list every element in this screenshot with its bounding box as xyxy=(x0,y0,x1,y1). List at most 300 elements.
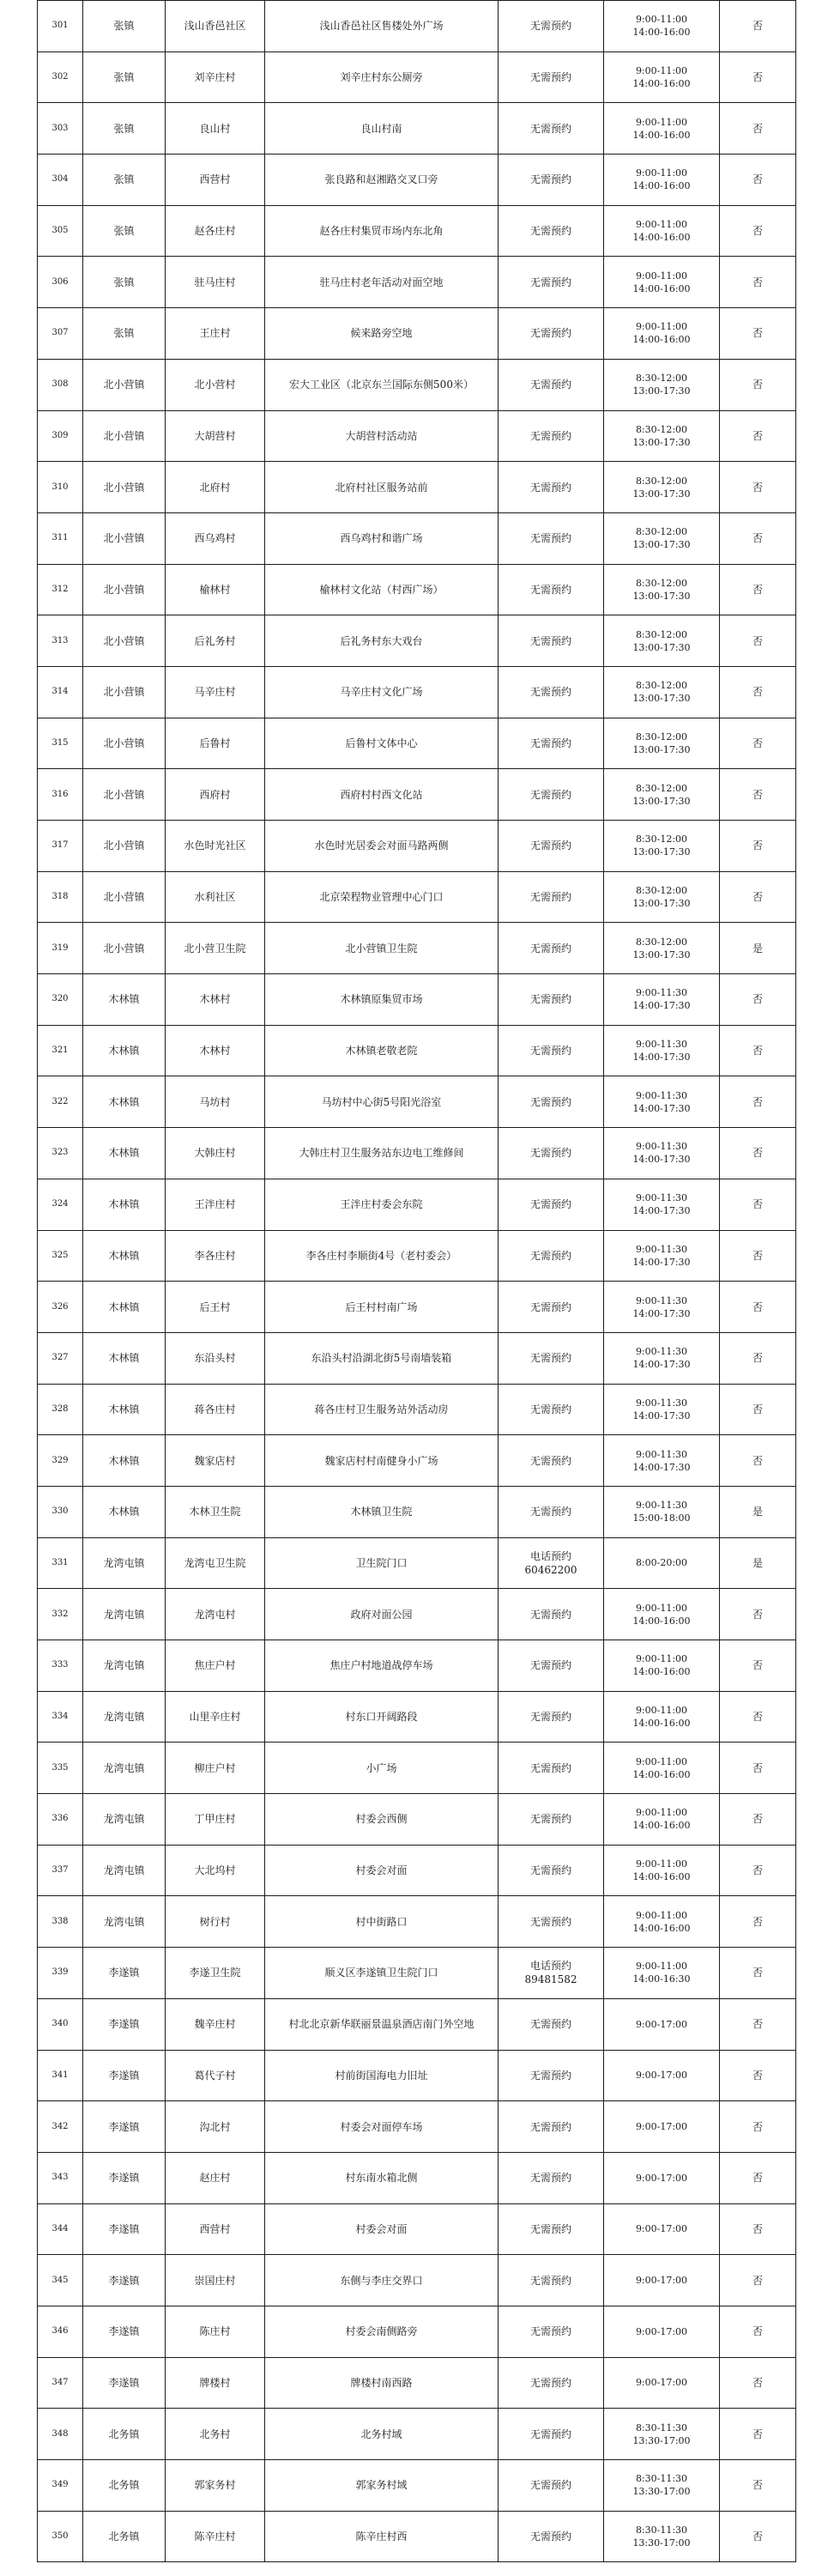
booking-cell: 无需预约 xyxy=(499,666,604,718)
flag-cell: 否 xyxy=(720,1435,796,1487)
hours-cell xyxy=(604,462,720,513)
location-cell: 郭家务村域 xyxy=(265,2460,499,2512)
hours-cell xyxy=(604,2409,720,2460)
booking-cell: 无需预约 xyxy=(499,1025,604,1076)
hours-cell xyxy=(604,1743,720,1794)
flag-cell: 否 xyxy=(720,2306,796,2357)
hours-line: 13:00-17:30 xyxy=(632,590,691,602)
hours-line: 9:00-17:00 xyxy=(635,2377,688,2389)
location-cell: 村前街国海电力旧址 xyxy=(265,2050,499,2101)
row-number-cell: 349 xyxy=(38,2460,83,2512)
town-cell: 龙湾屯镇 xyxy=(83,1794,166,1846)
flag-cell: 否 xyxy=(720,769,796,821)
row-number-cell: 319 xyxy=(38,923,83,974)
town-cell: 木林镇 xyxy=(83,1435,166,1487)
hours-cell xyxy=(604,1128,720,1179)
booking-cell: 无需预约 xyxy=(499,257,604,308)
hours-cell xyxy=(604,257,720,308)
location-cell: 陈辛庄村西 xyxy=(265,2511,499,2562)
site-name-cell: 木林村 xyxy=(166,974,265,1026)
row-number-cell: 315 xyxy=(38,718,83,769)
row-number-cell: 340 xyxy=(38,1998,83,2050)
table-row xyxy=(38,512,796,564)
flag-cell: 否 xyxy=(720,1384,796,1435)
booking-cell: 无需预约 xyxy=(499,52,604,103)
flag-cell: 否 xyxy=(720,155,796,206)
location-cell: 后礼务村东大戏台 xyxy=(265,615,499,667)
table-row xyxy=(38,615,796,667)
flag-cell: 否 xyxy=(720,718,796,769)
flag-cell: 否 xyxy=(720,1179,796,1230)
hours-line: 14:00-17:30 xyxy=(632,1205,691,1217)
site-name-cell: 崇国庄村 xyxy=(166,2255,265,2306)
hours-cell xyxy=(604,410,720,462)
row-number-cell: 302 xyxy=(38,52,83,103)
table-row xyxy=(38,1589,796,1640)
site-name-cell: 赵庄村 xyxy=(166,2152,265,2203)
table-row xyxy=(38,2306,796,2357)
table-row xyxy=(38,1486,796,1537)
booking-cell: 电话预约 60462200 xyxy=(499,1537,604,1589)
hours-line: 14:00-17:30 xyxy=(632,1154,691,1166)
hours-line: 8:30-12:00 xyxy=(635,373,688,385)
hours-line: 14:00-16:00 xyxy=(632,282,691,294)
hours-line: 8:30-12:00 xyxy=(635,730,688,742)
town-cell: 张镇 xyxy=(83,103,166,155)
hours-cell xyxy=(604,564,720,615)
hours-line: 14:00-17:30 xyxy=(632,1000,691,1012)
booking-cell: 无需预约 xyxy=(499,462,604,513)
row-number-cell: 318 xyxy=(38,871,83,923)
location-cell: 宏大工业区（北京东兰国际东侧500米） xyxy=(265,359,499,410)
site-name-cell: 郭家务村 xyxy=(166,2460,265,2512)
hours-cell xyxy=(604,2306,720,2357)
site-name-cell: 李遂卫生院 xyxy=(166,1948,265,1999)
location-cell: 后鲁村文体中心 xyxy=(265,718,499,769)
hours-cell xyxy=(604,1640,720,1692)
location-cell: 村北北京新华联丽景温泉酒店南门外空地 xyxy=(265,1998,499,2050)
location-cell: 木林镇老敬老院 xyxy=(265,1025,499,1076)
hours-cell xyxy=(604,1589,720,1640)
location-cell: 顺义区李遂镇卫生院门口 xyxy=(265,1948,499,1999)
hours-line: 15:00-18:00 xyxy=(632,1512,691,1524)
location-cell: 牌楼村南西路 xyxy=(265,2357,499,2409)
hours-cell xyxy=(604,718,720,769)
hours-line: 8:30-12:00 xyxy=(635,782,688,794)
booking-cell: 无需预约 xyxy=(499,2152,604,2203)
flag-cell: 否 xyxy=(720,1025,796,1076)
flag-cell: 否 xyxy=(720,974,796,1026)
hours-line: 8:30-12:00 xyxy=(635,577,688,589)
table-row xyxy=(38,1230,796,1282)
hours-line: 13:00-17:30 xyxy=(632,949,691,961)
town-cell: 木林镇 xyxy=(83,1230,166,1282)
town-cell: 张镇 xyxy=(83,1,166,52)
hours-cell xyxy=(604,666,720,718)
site-name-cell: 李各庄村 xyxy=(166,1230,265,1282)
hours-line: 9:00-11:00 xyxy=(635,1755,688,1767)
row-number-cell: 309 xyxy=(38,410,83,462)
site-name-cell: 北小营村 xyxy=(166,359,265,410)
hours-line: 9:00-11:00 xyxy=(635,1909,688,1921)
hours-line: 13:30-17:00 xyxy=(632,2486,691,2498)
row-number-cell: 308 xyxy=(38,359,83,410)
town-cell: 木林镇 xyxy=(83,1332,166,1384)
row-number-cell: 314 xyxy=(38,666,83,718)
row-number-cell: 338 xyxy=(38,1896,83,1948)
hours-cell xyxy=(604,923,720,974)
row-number-cell: 335 xyxy=(38,1743,83,1794)
booking-cell: 无需预约 xyxy=(499,821,604,872)
site-name-cell: 水色时光社区 xyxy=(166,821,265,872)
hours-cell xyxy=(604,2152,720,2203)
hours-line: 14:00-17:30 xyxy=(632,1307,691,1319)
flag-cell: 否 xyxy=(720,2255,796,2306)
hours-line: 14:00-16:00 xyxy=(632,1871,691,1883)
table-row xyxy=(38,923,796,974)
hours-line: 13:00-17:30 xyxy=(632,795,691,807)
hours-line: 8:30-12:00 xyxy=(635,885,688,897)
table-row xyxy=(38,1,796,52)
location-cell: 东侧与李庄交界口 xyxy=(265,2255,499,2306)
booking-cell: 无需预约 xyxy=(499,974,604,1026)
hours-line: 9:00-17:00 xyxy=(635,2018,688,2030)
hours-cell xyxy=(604,155,720,206)
site-name-cell: 水利社区 xyxy=(166,871,265,923)
flag-cell: 否 xyxy=(720,1794,796,1846)
hours-line: 9:00-11:30 xyxy=(635,1294,688,1306)
town-cell: 龙湾屯镇 xyxy=(83,1896,166,1948)
hours-line: 9:00-11:30 xyxy=(635,1192,688,1204)
site-name-cell: 大北坞村 xyxy=(166,1845,265,1896)
row-number-cell: 350 xyxy=(38,2511,83,2562)
flag-cell: 否 xyxy=(720,1076,796,1128)
site-name-cell: 西乌鸡村 xyxy=(166,512,265,564)
hours-cell xyxy=(604,871,720,923)
hours-line: 14:00-16:00 xyxy=(632,129,691,141)
site-name-cell: 良山村 xyxy=(166,103,265,155)
hours-line: 8:00-20:00 xyxy=(635,1557,688,1569)
town-cell: 李遂镇 xyxy=(83,2203,166,2255)
town-cell: 李遂镇 xyxy=(83,2050,166,2101)
location-cell: 焦庄户村地道战停车场 xyxy=(265,1640,499,1692)
hours-line: 9:00-11:30 xyxy=(635,1397,688,1409)
booking-cell: 无需预约 xyxy=(499,2357,604,2409)
location-cell: 北务村域 xyxy=(265,2409,499,2460)
hours-line: 8:30-11:30 xyxy=(635,2421,688,2434)
hours-line: 9:00-11:00 xyxy=(635,321,688,333)
town-cell: 北小营镇 xyxy=(83,769,166,821)
hours-cell xyxy=(604,2101,720,2153)
table-row xyxy=(38,359,796,410)
table-row xyxy=(38,1794,796,1846)
flag-cell: 否 xyxy=(720,2460,796,2512)
row-number-cell: 326 xyxy=(38,1282,83,1333)
location-cell: 刘辛庄村东公厕旁 xyxy=(265,52,499,103)
flag-cell: 否 xyxy=(720,2357,796,2409)
flag-cell: 否 xyxy=(720,512,796,564)
hours-cell xyxy=(604,1,720,52)
town-cell: 木林镇 xyxy=(83,1128,166,1179)
hours-cell xyxy=(604,1076,720,1128)
hours-line: 13:30-17:00 xyxy=(632,2434,691,2446)
location-cell: 张良路和赵湘路交叉口旁 xyxy=(265,155,499,206)
hours-line: 14:00-16:00 xyxy=(632,1768,691,1780)
hours-line: 9:00-11:00 xyxy=(635,219,688,231)
row-number-cell: 303 xyxy=(38,103,83,155)
booking-cell: 无需预约 xyxy=(499,1128,604,1179)
hours-cell xyxy=(604,1230,720,1282)
row-number-cell: 317 xyxy=(38,821,83,872)
site-name-cell: 陈庄村 xyxy=(166,2306,265,2357)
table-row xyxy=(38,205,796,257)
hours-line: 9:00-11:00 xyxy=(635,65,688,77)
hours-cell xyxy=(604,821,720,872)
town-cell: 李遂镇 xyxy=(83,2101,166,2153)
booking-cell: 无需预约 xyxy=(499,2050,604,2101)
hours-cell xyxy=(604,615,720,667)
flag-cell: 否 xyxy=(720,1743,796,1794)
table-row xyxy=(38,1896,796,1948)
town-cell: 木林镇 xyxy=(83,974,166,1026)
row-number-cell: 328 xyxy=(38,1384,83,1435)
flag-cell: 否 xyxy=(720,564,796,615)
row-number-cell: 348 xyxy=(38,2409,83,2460)
location-cell: 大韩庄村卫生服务站东边电工维修间 xyxy=(265,1128,499,1179)
testing-sites-table xyxy=(37,0,796,2562)
hours-cell xyxy=(604,512,720,564)
table-row xyxy=(38,1537,796,1589)
hours-line: 14:00-16:00 xyxy=(632,1666,691,1678)
hours-line: 9:00-11:00 xyxy=(635,14,688,26)
row-number-cell: 336 xyxy=(38,1794,83,1846)
location-cell: 王泮庄村委会东院 xyxy=(265,1179,499,1230)
hours-line: 13:00-17:30 xyxy=(632,539,691,551)
site-name-cell: 木林村 xyxy=(166,1025,265,1076)
location-cell: 马坊村中心街5号阳光浴室 xyxy=(265,1076,499,1128)
table-row xyxy=(38,308,796,360)
row-number-cell: 333 xyxy=(38,1640,83,1692)
hours-line: 13:00-17:30 xyxy=(632,743,691,755)
location-cell: 北京荣程物业管理中心门口 xyxy=(265,871,499,923)
site-name-cell: 王庄村 xyxy=(166,308,265,360)
table-row xyxy=(38,2203,796,2255)
location-cell: 西乌鸡村和谐广场 xyxy=(265,512,499,564)
site-name-cell: 西府村 xyxy=(166,769,265,821)
table-row xyxy=(38,2409,796,2460)
town-cell: 李遂镇 xyxy=(83,1998,166,2050)
town-cell: 李遂镇 xyxy=(83,2306,166,2357)
town-cell: 北小营镇 xyxy=(83,462,166,513)
table-row xyxy=(38,1743,796,1794)
hours-line: 9:00-11:30 xyxy=(635,1039,688,1051)
flag-cell: 是 xyxy=(720,1486,796,1537)
table-row xyxy=(38,1948,796,1999)
flag-cell: 否 xyxy=(720,410,796,462)
location-cell: 榆林村文化站（村西广场） xyxy=(265,564,499,615)
row-number-cell: 311 xyxy=(38,512,83,564)
booking-cell: 无需预约 xyxy=(499,1,604,52)
hours-cell xyxy=(604,2511,720,2562)
table-row xyxy=(38,2101,796,2153)
booking-cell: 无需预约 xyxy=(499,2306,604,2357)
flag-cell: 否 xyxy=(720,1948,796,1999)
row-number-cell: 346 xyxy=(38,2306,83,2357)
booking-cell: 无需预约 xyxy=(499,1640,604,1692)
table-body xyxy=(38,1,796,2562)
hours-line: 9:00-11:30 xyxy=(635,1243,688,1255)
location-cell: 村委会对面 xyxy=(265,1845,499,1896)
location-cell: 北府村社区服务站前 xyxy=(265,462,499,513)
flag-cell: 否 xyxy=(720,821,796,872)
row-number-cell: 322 xyxy=(38,1076,83,1128)
hours-cell xyxy=(604,1486,720,1537)
hours-cell xyxy=(604,308,720,360)
flag-cell: 否 xyxy=(720,103,796,155)
town-cell: 北小营镇 xyxy=(83,923,166,974)
flag-cell: 否 xyxy=(720,462,796,513)
table-row xyxy=(38,103,796,155)
table-row xyxy=(38,821,796,872)
hours-line: 13:00-17:30 xyxy=(632,436,691,448)
hours-line: 9:00-11:00 xyxy=(635,1653,688,1665)
table-row xyxy=(38,1179,796,1230)
hours-line: 14:00-16:00 xyxy=(632,232,691,244)
hours-line: 14:00-16:00 xyxy=(632,1718,691,1730)
town-cell: 张镇 xyxy=(83,52,166,103)
town-cell: 龙湾屯镇 xyxy=(83,1589,166,1640)
table-row xyxy=(38,718,796,769)
site-name-cell: 树行村 xyxy=(166,1896,265,1948)
table-row xyxy=(38,257,796,308)
booking-cell: 无需预约 xyxy=(499,410,604,462)
row-number-cell: 331 xyxy=(38,1537,83,1589)
hours-line: 9:00-17:00 xyxy=(635,2325,688,2337)
booking-cell: 无需预约 xyxy=(499,1691,604,1743)
site-name-cell: 浅山香邑社区 xyxy=(166,1,265,52)
hours-line: 9:00-11:30 xyxy=(635,1500,688,1512)
site-name-cell: 榆林村 xyxy=(166,564,265,615)
hours-cell xyxy=(604,1896,720,1948)
hours-line: 9:00-11:30 xyxy=(635,1346,688,1358)
hours-line: 14:00-16:00 xyxy=(632,27,691,39)
hours-line: 8:30-12:00 xyxy=(635,628,688,640)
booking-cell: 无需预约 xyxy=(499,205,604,257)
hours-cell xyxy=(604,769,720,821)
table-row xyxy=(38,2357,796,2409)
flag-cell: 否 xyxy=(720,1230,796,1282)
hours-cell xyxy=(604,103,720,155)
row-number-cell: 316 xyxy=(38,769,83,821)
location-cell: 李各庄村李顺街4号（老村委会） xyxy=(265,1230,499,1282)
booking-cell: 无需预约 xyxy=(499,615,604,667)
hours-line: 9:00-11:30 xyxy=(635,1448,688,1460)
booking-cell: 无需预约 xyxy=(499,155,604,206)
row-number-cell: 312 xyxy=(38,564,83,615)
flag-cell: 否 xyxy=(720,1691,796,1743)
booking-cell: 无需预约 xyxy=(499,308,604,360)
location-cell: 浅山香邑社区售楼处外广场 xyxy=(265,1,499,52)
row-number-cell: 345 xyxy=(38,2255,83,2306)
hours-line: 9:00-17:00 xyxy=(635,2121,688,2133)
flag-cell: 否 xyxy=(720,1,796,52)
town-cell: 李遂镇 xyxy=(83,1948,166,1999)
hours-line: 14:00-17:30 xyxy=(632,1102,691,1114)
table-row xyxy=(38,1025,796,1076)
hours-line: 9:00-11:30 xyxy=(635,1089,688,1101)
town-cell: 李遂镇 xyxy=(83,2152,166,2203)
flag-cell: 否 xyxy=(720,205,796,257)
location-cell: 蒋各庄村卫生服务站外活动房 xyxy=(265,1384,499,1435)
table-row xyxy=(38,769,796,821)
flag-cell: 否 xyxy=(720,615,796,667)
table-row xyxy=(38,1282,796,1333)
site-name-cell: 葛代子村 xyxy=(166,2050,265,2101)
town-cell: 张镇 xyxy=(83,308,166,360)
site-name-cell: 西营村 xyxy=(166,155,265,206)
hours-line: 14:00-17:30 xyxy=(632,1461,691,1473)
site-name-cell: 龙湾屯卫生院 xyxy=(166,1537,265,1589)
town-cell: 北务镇 xyxy=(83,2409,166,2460)
town-cell: 张镇 xyxy=(83,257,166,308)
booking-cell: 无需预约 xyxy=(499,1589,604,1640)
row-number-cell: 327 xyxy=(38,1332,83,1384)
row-number-cell: 321 xyxy=(38,1025,83,1076)
flag-cell: 否 xyxy=(720,1282,796,1333)
flag-cell: 否 xyxy=(720,2101,796,2153)
hours-line: 14:00-17:30 xyxy=(632,1359,691,1371)
location-cell: 木林镇原集贸市场 xyxy=(265,974,499,1026)
hours-cell xyxy=(604,1179,720,1230)
table-row xyxy=(38,1640,796,1692)
table-row xyxy=(38,666,796,718)
flag-cell: 否 xyxy=(720,871,796,923)
site-name-cell: 沟北村 xyxy=(166,2101,265,2153)
hours-cell xyxy=(604,2050,720,2101)
row-number-cell: 343 xyxy=(38,2152,83,2203)
flag-cell: 否 xyxy=(720,257,796,308)
hours-cell xyxy=(604,205,720,257)
hours-line: 14:00-16:00 xyxy=(632,78,691,90)
town-cell: 北小营镇 xyxy=(83,871,166,923)
hours-cell xyxy=(604,1025,720,1076)
hours-cell xyxy=(604,1691,720,1743)
booking-cell: 无需预约 xyxy=(499,359,604,410)
site-name-cell: 驻马庄村 xyxy=(166,257,265,308)
row-number-cell: 329 xyxy=(38,1435,83,1487)
table-row xyxy=(38,1332,796,1384)
location-cell: 水色时光居委会对面马路两侧 xyxy=(265,821,499,872)
row-number-cell: 323 xyxy=(38,1128,83,1179)
hours-line: 8:30-12:00 xyxy=(635,680,688,692)
town-cell: 北务镇 xyxy=(83,2511,166,2562)
hours-cell xyxy=(604,359,720,410)
hours-line: 14:00-17:30 xyxy=(632,1052,691,1064)
hours-line: 13:00-17:30 xyxy=(632,846,691,858)
booking-cell: 无需预约 xyxy=(499,564,604,615)
booking-cell: 无需预约 xyxy=(499,1896,604,1948)
booking-cell: 无需预约 xyxy=(499,1332,604,1384)
town-cell: 张镇 xyxy=(83,155,166,206)
booking-cell: 无需预约 xyxy=(499,512,604,564)
hours-cell xyxy=(604,974,720,1026)
site-name-cell: 马坊村 xyxy=(166,1076,265,1128)
flag-cell: 否 xyxy=(720,1998,796,2050)
hours-line: 14:00-16:00 xyxy=(632,1922,691,1934)
table-row xyxy=(38,974,796,1026)
location-cell: 后王村村南广场 xyxy=(265,1282,499,1333)
hours-line: 14:00-16:00 xyxy=(632,334,691,346)
